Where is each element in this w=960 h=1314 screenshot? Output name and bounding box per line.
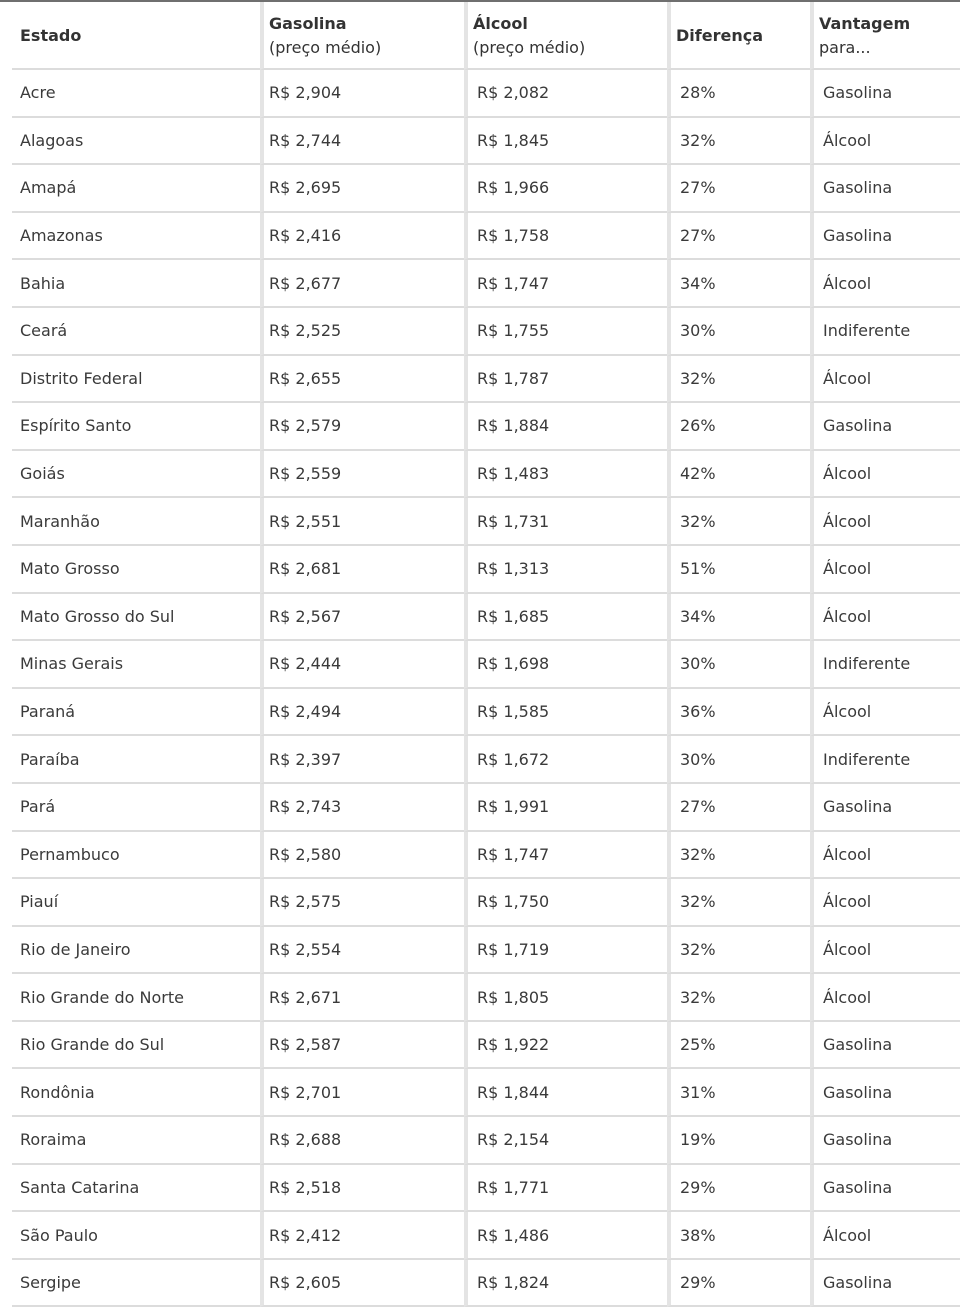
cell-estado: Piauí bbox=[12, 879, 260, 927]
cell-estado: Paraná bbox=[12, 689, 260, 737]
cell-estado: Amapá bbox=[12, 165, 260, 213]
cell-vantagem: Gasolina bbox=[810, 1260, 960, 1308]
table-row bbox=[12, 308, 960, 356]
cell-alcool: R$ 1,755 bbox=[464, 308, 667, 356]
cell-estado: Rio Grande do Sul bbox=[12, 1022, 260, 1070]
header-gasolina-label: Gasolina bbox=[269, 14, 347, 33]
header-alcool bbox=[464, 2, 667, 70]
cell-vantagem: Álcool bbox=[810, 689, 960, 737]
cell-alcool: R$ 1,844 bbox=[464, 1069, 667, 1117]
table-row bbox=[12, 784, 960, 832]
cell-diferenca: 27% bbox=[667, 213, 810, 261]
cell-alcool: R$ 1,719 bbox=[464, 927, 667, 975]
table-row bbox=[12, 1069, 960, 1117]
cell-vantagem: Gasolina bbox=[810, 1022, 960, 1070]
cell-vantagem: Álcool bbox=[810, 927, 960, 975]
cell-vantagem: Álcool bbox=[810, 546, 960, 594]
cell-estado: Maranhão bbox=[12, 498, 260, 546]
table-row bbox=[12, 594, 960, 642]
cell-alcool: R$ 1,966 bbox=[464, 165, 667, 213]
cell-estado: Espírito Santo bbox=[12, 403, 260, 451]
cell-alcool: R$ 1,922 bbox=[464, 1022, 667, 1070]
cell-gasolina: R$ 2,559 bbox=[260, 451, 464, 499]
cell-gasolina: R$ 2,551 bbox=[260, 498, 464, 546]
cell-diferenca: 25% bbox=[667, 1022, 810, 1070]
cell-diferenca: 32% bbox=[667, 832, 810, 880]
cell-vantagem: Gasolina bbox=[810, 70, 960, 118]
cell-vantagem: Gasolina bbox=[810, 1117, 960, 1165]
cell-gasolina: R$ 2,605 bbox=[260, 1260, 464, 1308]
cell-gasolina: R$ 2,677 bbox=[260, 260, 464, 308]
header-diferenca-label: Diferença bbox=[676, 26, 763, 45]
cell-vantagem: Gasolina bbox=[810, 784, 960, 832]
cell-alcool: R$ 1,698 bbox=[464, 641, 667, 689]
cell-estado: Roraima bbox=[12, 1117, 260, 1165]
cell-vantagem: Álcool bbox=[810, 451, 960, 499]
cell-alcool: R$ 1,824 bbox=[464, 1260, 667, 1308]
table-row bbox=[12, 736, 960, 784]
header-gasolina-sublabel: (preço médio) bbox=[269, 38, 382, 57]
cell-vantagem: Álcool bbox=[810, 498, 960, 546]
cell-alcool: R$ 2,082 bbox=[464, 70, 667, 118]
cell-gasolina: R$ 2,397 bbox=[260, 736, 464, 784]
table-row bbox=[12, 451, 960, 499]
cell-estado: Bahia bbox=[12, 260, 260, 308]
cell-gasolina: R$ 2,494 bbox=[260, 689, 464, 737]
cell-diferenca: 32% bbox=[667, 356, 810, 404]
cell-vantagem: Gasolina bbox=[810, 1165, 960, 1213]
cell-estado: Minas Gerais bbox=[12, 641, 260, 689]
table-row bbox=[12, 1165, 960, 1213]
cell-diferenca: 29% bbox=[667, 1260, 810, 1308]
cell-gasolina: R$ 2,579 bbox=[260, 403, 464, 451]
table-row bbox=[12, 1117, 960, 1165]
table-body bbox=[12, 70, 960, 1307]
table-row bbox=[12, 403, 960, 451]
cell-alcool: R$ 2,154 bbox=[464, 1117, 667, 1165]
header-alcool-sublabel: (preço médio) bbox=[473, 38, 586, 57]
table-row bbox=[12, 641, 960, 689]
cell-alcool: R$ 1,805 bbox=[464, 974, 667, 1022]
cell-diferenca: 51% bbox=[667, 546, 810, 594]
cell-alcool: R$ 1,731 bbox=[464, 498, 667, 546]
cell-diferenca: 27% bbox=[667, 165, 810, 213]
table-row bbox=[12, 974, 960, 1022]
cell-diferenca: 28% bbox=[667, 70, 810, 118]
header-estado-label: Estado bbox=[20, 26, 82, 45]
cell-alcool: R$ 1,884 bbox=[464, 403, 667, 451]
header-diferenca bbox=[667, 2, 810, 70]
cell-alcool: R$ 1,672 bbox=[464, 736, 667, 784]
cell-alcool: R$ 1,483 bbox=[464, 451, 667, 499]
cell-vantagem: Gasolina bbox=[810, 1069, 960, 1117]
cell-diferenca: 32% bbox=[667, 498, 810, 546]
cell-alcool: R$ 1,486 bbox=[464, 1212, 667, 1260]
cell-gasolina: R$ 2,575 bbox=[260, 879, 464, 927]
cell-diferenca: 34% bbox=[667, 594, 810, 642]
cell-alcool: R$ 1,991 bbox=[464, 784, 667, 832]
table-row bbox=[12, 1212, 960, 1260]
table-row bbox=[12, 498, 960, 546]
cell-diferenca: 19% bbox=[667, 1117, 810, 1165]
cell-estado: Rio de Janeiro bbox=[12, 927, 260, 975]
cell-estado: São Paulo bbox=[12, 1212, 260, 1260]
cell-estado: Mato Grosso do Sul bbox=[12, 594, 260, 642]
cell-gasolina: R$ 2,701 bbox=[260, 1069, 464, 1117]
cell-vantagem: Álcool bbox=[810, 594, 960, 642]
cell-alcool: R$ 1,585 bbox=[464, 689, 667, 737]
cell-estado: Mato Grosso bbox=[12, 546, 260, 594]
header-vantagem bbox=[810, 2, 960, 70]
cell-vantagem: Álcool bbox=[810, 118, 960, 166]
cell-estado: Amazonas bbox=[12, 213, 260, 261]
cell-alcool: R$ 1,750 bbox=[464, 879, 667, 927]
cell-alcool: R$ 1,758 bbox=[464, 213, 667, 261]
cell-gasolina: R$ 2,567 bbox=[260, 594, 464, 642]
cell-estado: Paraíba bbox=[12, 736, 260, 784]
cell-alcool: R$ 1,787 bbox=[464, 356, 667, 404]
header-vantagem-label: Vantagem bbox=[819, 14, 911, 33]
cell-estado: Rio Grande do Norte bbox=[12, 974, 260, 1022]
cell-estado: Acre bbox=[12, 70, 260, 118]
cell-diferenca: 32% bbox=[667, 879, 810, 927]
table-row bbox=[12, 213, 960, 261]
cell-diferenca: 26% bbox=[667, 403, 810, 451]
table-row bbox=[12, 832, 960, 880]
header-row bbox=[12, 2, 960, 70]
cell-vantagem: Álcool bbox=[810, 974, 960, 1022]
fuel-price-table bbox=[12, 2, 960, 1307]
cell-diferenca: 29% bbox=[667, 1165, 810, 1213]
cell-vantagem: Gasolina bbox=[810, 403, 960, 451]
cell-diferenca: 32% bbox=[667, 927, 810, 975]
cell-gasolina: R$ 2,412 bbox=[260, 1212, 464, 1260]
cell-gasolina: R$ 2,688 bbox=[260, 1117, 464, 1165]
table-row bbox=[12, 165, 960, 213]
table-row bbox=[12, 260, 960, 308]
cell-diferenca: 30% bbox=[667, 736, 810, 784]
cell-gasolina: R$ 2,671 bbox=[260, 974, 464, 1022]
cell-estado: Santa Catarina bbox=[12, 1165, 260, 1213]
table-row bbox=[12, 118, 960, 166]
cell-diferenca: 27% bbox=[667, 784, 810, 832]
cell-alcool: R$ 1,747 bbox=[464, 832, 667, 880]
cell-vantagem: Álcool bbox=[810, 832, 960, 880]
cell-gasolina: R$ 2,554 bbox=[260, 927, 464, 975]
table-row bbox=[12, 689, 960, 737]
cell-estado: Pará bbox=[12, 784, 260, 832]
cell-gasolina: R$ 2,744 bbox=[260, 118, 464, 166]
cell-gasolina: R$ 2,416 bbox=[260, 213, 464, 261]
table-row bbox=[12, 70, 960, 118]
cell-gasolina: R$ 2,580 bbox=[260, 832, 464, 880]
cell-gasolina: R$ 2,904 bbox=[260, 70, 464, 118]
cell-gasolina: R$ 2,681 bbox=[260, 546, 464, 594]
cell-diferenca: 34% bbox=[667, 260, 810, 308]
table-row bbox=[12, 546, 960, 594]
cell-alcool: R$ 1,685 bbox=[464, 594, 667, 642]
cell-vantagem: Indiferente bbox=[810, 736, 960, 784]
cell-estado: Goiás bbox=[12, 451, 260, 499]
cell-estado: Alagoas bbox=[12, 118, 260, 166]
cell-gasolina: R$ 2,525 bbox=[260, 308, 464, 356]
header-alcool-label: Álcool bbox=[473, 14, 528, 33]
cell-estado: Pernambuco bbox=[12, 832, 260, 880]
cell-vantagem: Gasolina bbox=[810, 165, 960, 213]
cell-vantagem: Álcool bbox=[810, 1212, 960, 1260]
cell-vantagem: Indiferente bbox=[810, 308, 960, 356]
cell-alcool: R$ 1,845 bbox=[464, 118, 667, 166]
table-row bbox=[12, 356, 960, 404]
cell-diferenca: 36% bbox=[667, 689, 810, 737]
cell-gasolina: R$ 2,695 bbox=[260, 165, 464, 213]
cell-estado: Ceará bbox=[12, 308, 260, 356]
cell-gasolina: R$ 2,587 bbox=[260, 1022, 464, 1070]
cell-alcool: R$ 1,747 bbox=[464, 260, 667, 308]
cell-gasolina: R$ 2,655 bbox=[260, 356, 464, 404]
cell-gasolina: R$ 2,743 bbox=[260, 784, 464, 832]
header-gasolina bbox=[260, 2, 464, 70]
cell-vantagem: Gasolina bbox=[810, 213, 960, 261]
cell-diferenca: 32% bbox=[667, 974, 810, 1022]
cell-estado: Rondônia bbox=[12, 1069, 260, 1117]
table-row bbox=[12, 879, 960, 927]
cell-vantagem: Indiferente bbox=[810, 641, 960, 689]
cell-diferenca: 30% bbox=[667, 308, 810, 356]
cell-gasolina: R$ 2,444 bbox=[260, 641, 464, 689]
cell-alcool: R$ 1,771 bbox=[464, 1165, 667, 1213]
cell-gasolina: R$ 2,518 bbox=[260, 1165, 464, 1213]
cell-alcool: R$ 1,313 bbox=[464, 546, 667, 594]
cell-diferenca: 32% bbox=[667, 118, 810, 166]
table-header bbox=[12, 2, 960, 70]
cell-estado: Distrito Federal bbox=[12, 356, 260, 404]
cell-diferenca: 38% bbox=[667, 1212, 810, 1260]
cell-vantagem: Álcool bbox=[810, 260, 960, 308]
header-estado bbox=[12, 2, 260, 70]
header-vantagem-sublabel: para... bbox=[819, 38, 871, 57]
cell-vantagem: Álcool bbox=[810, 879, 960, 927]
cell-estado: Sergipe bbox=[12, 1260, 260, 1308]
table-row bbox=[12, 927, 960, 975]
table-row bbox=[12, 1260, 960, 1308]
cell-diferenca: 31% bbox=[667, 1069, 810, 1117]
cell-vantagem: Álcool bbox=[810, 356, 960, 404]
table-row bbox=[12, 1022, 960, 1070]
cell-diferenca: 42% bbox=[667, 451, 810, 499]
cell-diferenca: 30% bbox=[667, 641, 810, 689]
